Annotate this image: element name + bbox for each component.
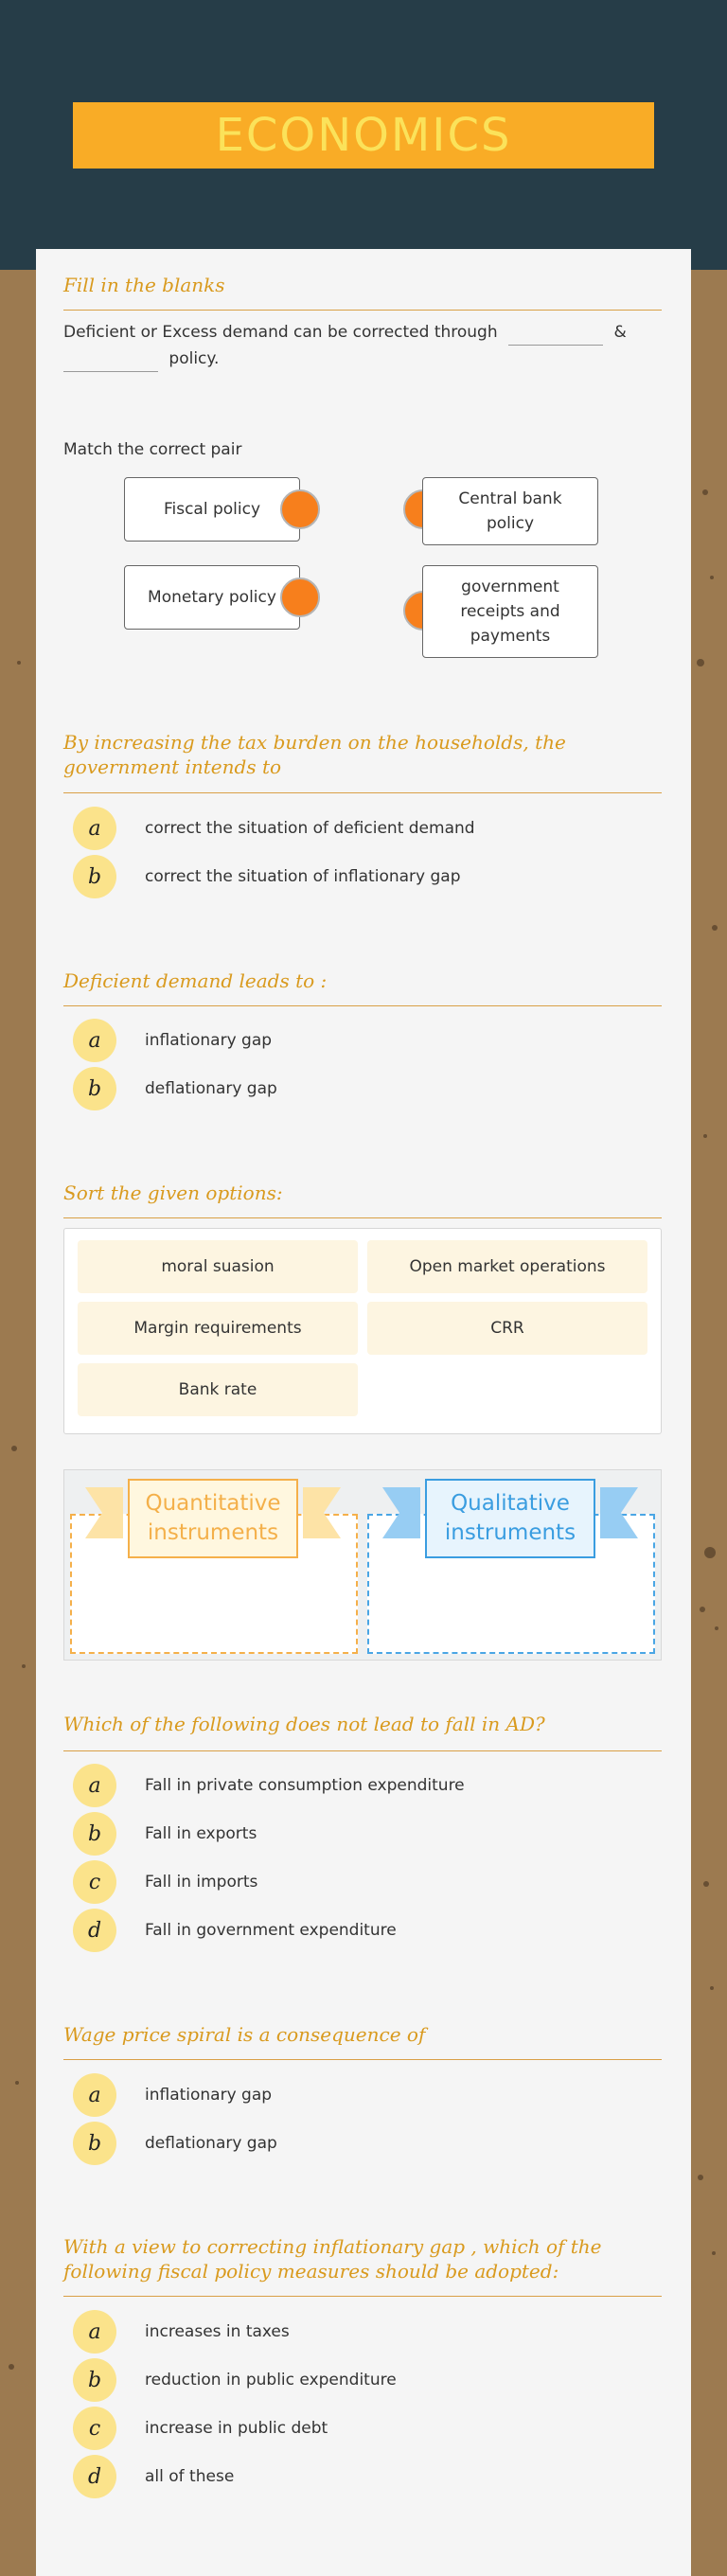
- divider: [63, 2296, 662, 2297]
- match-connector-left-2[interactable]: [280, 577, 320, 617]
- option-text: correct the situation of inflationary gap: [145, 867, 461, 886]
- option-letter-badge: a: [73, 1019, 116, 1062]
- option-text: reduction in public expenditure: [145, 2371, 397, 2389]
- q5-title: With a view to correcting inflationary gap , which of the following fiscal policy measures should be adopted:: [63, 2235, 602, 2283]
- q2-option-b[interactable]: [73, 1067, 277, 1110]
- q5-option-b[interactable]: [73, 2358, 397, 2402]
- match-title: Match the correct pair: [63, 440, 242, 459]
- q1-option-a[interactable]: [73, 807, 475, 850]
- option-letter-badge: b: [73, 855, 116, 898]
- option-letter-badge: a: [73, 807, 116, 850]
- blank-input-1[interactable]: [508, 326, 603, 346]
- option-text: Fall in private consumption expenditure: [145, 1776, 465, 1795]
- sort-items-pool: [63, 1228, 662, 1434]
- q5-option-c[interactable]: [73, 2407, 328, 2450]
- option-letter-badge: b: [73, 1067, 116, 1110]
- q4-title: Wage price spiral is a consequence of: [63, 2023, 426, 2046]
- q4-option-a[interactable]: [73, 2073, 272, 2117]
- option-text: deflationary gap: [145, 2134, 277, 2153]
- match-connector-left-1[interactable]: [280, 489, 320, 529]
- q5-option-d[interactable]: [73, 2455, 234, 2498]
- q3-option-d[interactable]: [73, 1909, 397, 1952]
- divider: [63, 1750, 662, 1751]
- q2-option-a[interactable]: [73, 1019, 272, 1062]
- option-letter-badge: a: [73, 2073, 116, 2117]
- sort-title: Sort the given options:: [63, 1181, 283, 1204]
- option-text: increase in public debt: [145, 2419, 328, 2438]
- fill-blanks-title: Fill in the blanks: [63, 274, 225, 296]
- option-text: correct the situation of deficient demand: [145, 819, 475, 838]
- q3-option-a[interactable]: [73, 1764, 465, 1807]
- divider: [63, 310, 662, 311]
- fill-blanks-question: [63, 319, 662, 372]
- fill-text-after: policy.: [168, 349, 220, 368]
- option-text: Fall in imports: [145, 1873, 258, 1892]
- q2-title: Deficient demand leads to :: [63, 969, 328, 992]
- q4-option-b[interactable]: [73, 2122, 277, 2165]
- bin-qualitative-label: Qualitative instruments: [425, 1479, 595, 1558]
- sort-chip[interactable]: Bank rate: [78, 1363, 358, 1416]
- option-text: all of these: [145, 2467, 235, 2486]
- worksheet: [36, 249, 691, 2576]
- q3-option-b[interactable]: [73, 1812, 257, 1856]
- option-letter-badge: b: [73, 1812, 116, 1856]
- sort-chip[interactable]: Open market operations: [367, 1240, 647, 1293]
- title-banner: [73, 102, 654, 169]
- option-letter-badge: c: [73, 1860, 116, 1904]
- q5-option-a[interactable]: [73, 2310, 290, 2354]
- option-letter-badge: a: [73, 1764, 116, 1807]
- divider: [63, 1005, 662, 1006]
- match-left-1[interactable]: Fiscal policy: [124, 477, 300, 542]
- option-letter-badge: d: [73, 1909, 116, 1952]
- divider: [63, 2059, 662, 2060]
- option-text: Fall in exports: [145, 1824, 257, 1843]
- sort-chip[interactable]: Margin requirements: [78, 1302, 358, 1355]
- option-text: increases in taxes: [145, 2322, 290, 2341]
- option-letter-badge: d: [73, 2455, 116, 2498]
- fill-text-amp: &: [613, 323, 627, 342]
- q3-option-c[interactable]: [73, 1860, 257, 1904]
- q1-option-b[interactable]: [73, 855, 460, 898]
- divider: [63, 1217, 662, 1218]
- option-letter-badge: b: [73, 2122, 116, 2165]
- q3-title: Which of the following does not lead to fall in AD?: [63, 1713, 545, 1735]
- option-text: Fall in government expenditure: [145, 1921, 397, 1940]
- match-right-1[interactable]: Central bank policy: [422, 477, 598, 545]
- match-right-2[interactable]: government receipts and payments: [422, 565, 598, 658]
- bin-quantitative-label: Quantitative instruments: [128, 1479, 298, 1558]
- sort-bins: [63, 1469, 662, 1661]
- sort-chip[interactable]: CRR: [367, 1302, 647, 1355]
- option-text: inflationary gap: [145, 1031, 273, 1050]
- blank-input-2[interactable]: [63, 352, 158, 372]
- option-text: deflationary gap: [145, 1079, 277, 1098]
- sort-chip[interactable]: moral suasion: [78, 1240, 358, 1293]
- option-letter-badge: a: [73, 2310, 116, 2354]
- option-letter-badge: b: [73, 2358, 116, 2402]
- divider: [63, 792, 662, 793]
- option-text: inflationary gap: [145, 2086, 273, 2105]
- fill-text-before: Deficient or Excess demand can be corrected through: [63, 323, 498, 342]
- match-left-2[interactable]: Monetary policy: [124, 565, 300, 630]
- q1-title: By increasing the tax burden on the households, the government intends to: [63, 731, 566, 778]
- option-letter-badge: c: [73, 2407, 116, 2450]
- page-title: ECONOMICS: [215, 109, 512, 162]
- header-band: [0, 0, 727, 270]
